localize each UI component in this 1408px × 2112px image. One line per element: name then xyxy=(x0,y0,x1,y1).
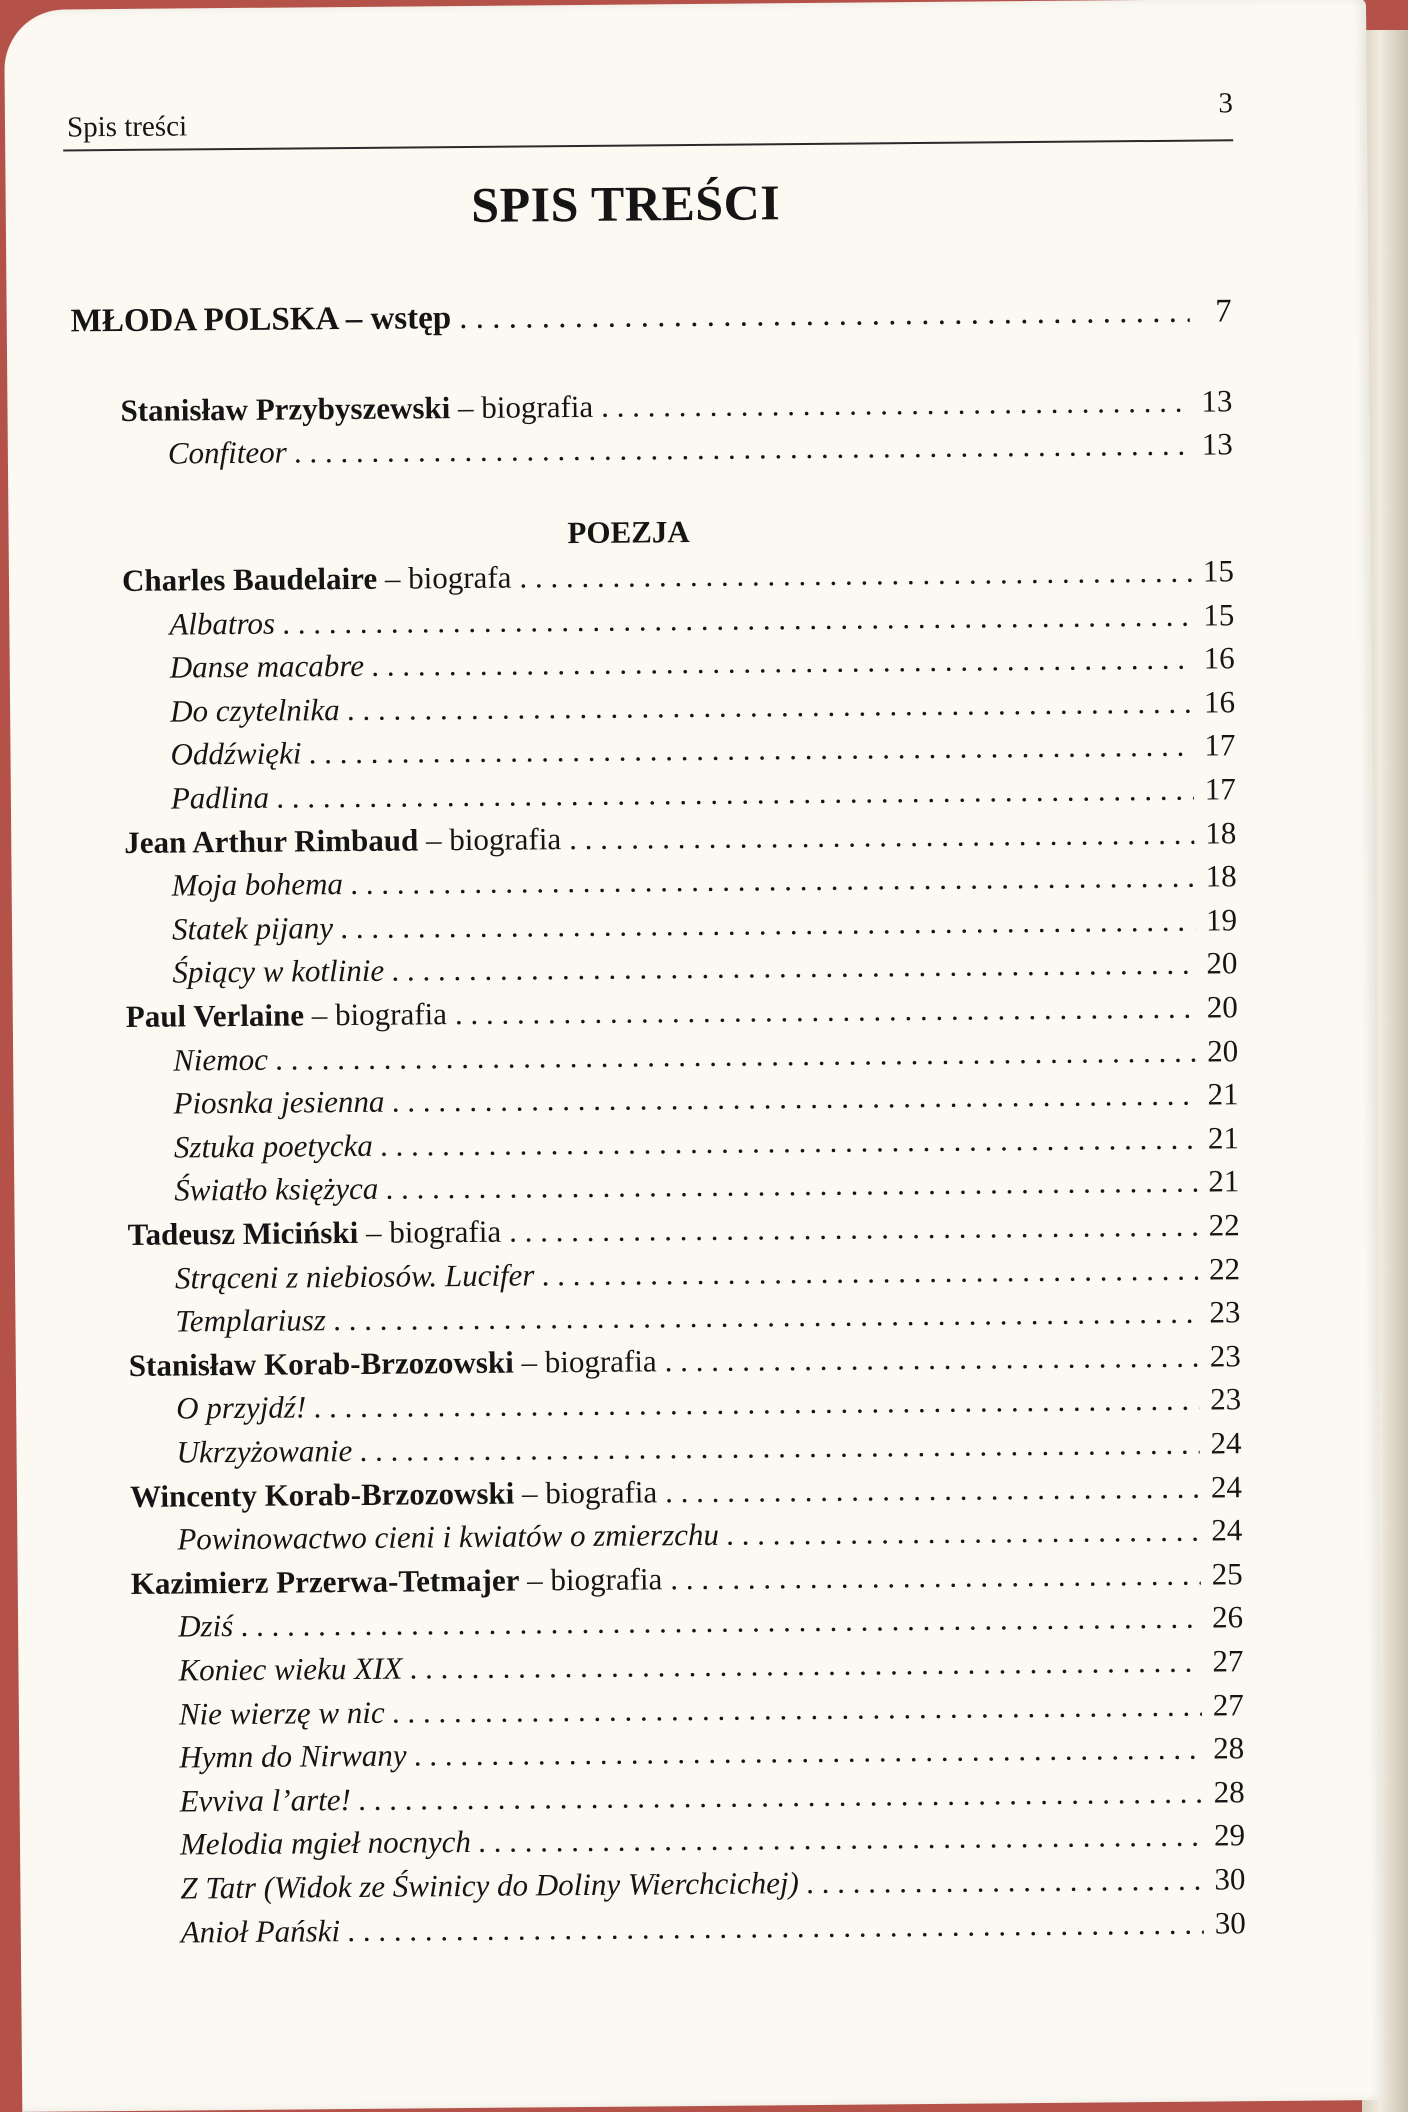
toc-entry-poem xyxy=(179,1685,1244,1734)
author-suffix: – biografia xyxy=(303,996,448,1033)
dot-leader xyxy=(360,1424,1200,1471)
toc-entry-author xyxy=(124,813,1236,863)
poem-title: Danse macabre xyxy=(169,647,365,685)
toc-entry-poem xyxy=(170,638,1235,687)
poem-title: Strąceni z niebiosów. Lucifer xyxy=(174,1257,535,1296)
author-name: Stanisław Korab-Brzozowski xyxy=(128,1344,514,1383)
page-ref: 21 xyxy=(1208,1163,1240,1199)
dot-leader xyxy=(314,1380,1199,1428)
poem-title: Z Tatr (Widok ze Świnicy do Doliny Wierchcichej) xyxy=(180,1865,800,1906)
poem-title: Niemoc xyxy=(173,1041,269,1078)
toc-entry-poem xyxy=(175,1249,1240,1298)
poem-title: Hymn do Nirwany xyxy=(179,1737,407,1775)
page-ref: 7 xyxy=(1215,293,1232,330)
dot-leader xyxy=(341,901,1195,948)
dot-leader xyxy=(386,1162,1197,1209)
dot-leader xyxy=(509,1206,1198,1252)
dot-leader xyxy=(569,814,1194,859)
author-name: Tadeusz Miciński xyxy=(127,1214,359,1252)
toc-entry-author xyxy=(122,551,1234,601)
author-label xyxy=(128,1212,502,1255)
page-ref: 18 xyxy=(1205,815,1237,851)
author-suffix: – biografia xyxy=(514,1474,658,1511)
page-ref: 24 xyxy=(1211,1512,1243,1548)
page-ref: 17 xyxy=(1204,727,1236,763)
poem-title: Statek pijany xyxy=(171,910,334,947)
toc-entry-poem xyxy=(179,1728,1244,1777)
page-ref: 28 xyxy=(1213,1730,1245,1766)
dot-leader xyxy=(410,1642,1202,1689)
toc-entry-author xyxy=(130,1467,1242,1517)
poem-title: Powinowactwo cieni i kwiatów o zmierzchu xyxy=(177,1516,720,1557)
author-suffix: – biografia xyxy=(450,388,594,426)
dot-leader xyxy=(664,1337,1199,1382)
dot-leader xyxy=(381,1119,1197,1166)
page-ref: 19 xyxy=(1205,902,1238,938)
author-name: Wincenty Korab-Brzozowski xyxy=(129,1475,515,1514)
toc-entry-poem xyxy=(180,1859,1245,1908)
page-ref: 20 xyxy=(1206,1033,1239,1069)
toc-entry-author xyxy=(126,987,1238,1037)
toc-entry-poem xyxy=(170,682,1235,731)
dot-leader xyxy=(372,639,1193,686)
author-name: Charles Baudelaire xyxy=(121,560,378,598)
dot-leader xyxy=(241,1598,1201,1646)
table-of-contents xyxy=(4,0,1384,2112)
poem-title: Do czytelnika xyxy=(169,692,340,729)
dot-leader xyxy=(542,1250,1198,1296)
dot-leader xyxy=(276,1032,1197,1080)
toc-entry-poem xyxy=(174,1161,1239,1210)
poem-title: Anioł Pański xyxy=(180,1913,341,1950)
dot-leader xyxy=(601,382,1191,427)
page-ref: 20 xyxy=(1206,989,1238,1025)
page-ref: 30 xyxy=(1214,1861,1246,1897)
author-label xyxy=(131,1559,663,1604)
toc-entry-poem xyxy=(171,856,1236,905)
page-ref: 23 xyxy=(1209,1338,1241,1374)
toc-entry-poem xyxy=(176,1423,1241,1472)
poem-title: Piosnka jesienna xyxy=(173,1083,385,1121)
author-label xyxy=(126,994,447,1037)
dot-leader xyxy=(807,1860,1204,1903)
book-page xyxy=(4,0,1384,2112)
page-ref: 16 xyxy=(1203,684,1236,720)
page-number: 3 xyxy=(1218,87,1234,120)
dot-leader xyxy=(727,1511,1201,1555)
author-name: Jean Arthur Rimbaud xyxy=(124,822,419,860)
poem-title: Oddźwięki xyxy=(170,735,302,772)
dot-leader xyxy=(392,944,1196,991)
page-ref: 22 xyxy=(1208,1207,1240,1243)
page-ref: 15 xyxy=(1203,597,1235,633)
page-ref: 13 xyxy=(1201,383,1233,419)
author-label xyxy=(122,558,512,601)
page-ref: 25 xyxy=(1211,1556,1243,1592)
toc-entry-poem xyxy=(179,1772,1244,1821)
toc-entry-poem xyxy=(180,1815,1245,1864)
toc-entry-poem xyxy=(178,1641,1243,1690)
page-ref: 27 xyxy=(1212,1687,1244,1723)
page-ref: 18 xyxy=(1205,858,1237,894)
page-title: SPIS TREŚCI xyxy=(471,174,781,233)
author-suffix: – biografia xyxy=(513,1343,657,1380)
toc-entry-poem xyxy=(172,900,1237,949)
toc-entry-intro xyxy=(71,291,1232,341)
toc-entry-poem xyxy=(178,1597,1243,1646)
poem-title: Koniec wieku XIX xyxy=(178,1650,403,1688)
author-label xyxy=(129,1341,657,1386)
page-ref: 27 xyxy=(1212,1643,1244,1679)
poem-title: Templariusz xyxy=(175,1302,327,1339)
author-name: Stanisław Przybyszewski xyxy=(120,390,451,428)
dot-leader xyxy=(334,1293,1199,1341)
poem-title: Melodia mgieł nocnych xyxy=(179,1823,472,1862)
dot-leader xyxy=(392,1075,1196,1122)
page-ref: 22 xyxy=(1208,1251,1241,1287)
toc-entry-author xyxy=(129,1336,1241,1386)
dot-leader xyxy=(295,425,1191,473)
toc-entry-poem xyxy=(177,1510,1242,1559)
toc-entry-poem xyxy=(172,943,1237,992)
dot-leader xyxy=(348,683,1194,730)
toc-entry-author xyxy=(128,1205,1240,1255)
page-ref: 24 xyxy=(1210,1425,1242,1461)
poem-title: Sztuka poetycka xyxy=(173,1127,373,1165)
toc-entry-author xyxy=(120,381,1232,431)
poem-title: Światło księżyca xyxy=(174,1170,379,1208)
author-name: Paul Verlaine xyxy=(125,997,305,1034)
page-ref: 23 xyxy=(1210,1381,1242,1417)
page-ref: 21 xyxy=(1207,1120,1240,1156)
intro-label: MŁODA POLSKA – wstęp xyxy=(70,300,452,340)
page-ref: 30 xyxy=(1214,1905,1246,1941)
poem-title: Nie wierzę w nic xyxy=(178,1694,385,1732)
toc-entry-poem xyxy=(173,1031,1238,1080)
page-ref: 26 xyxy=(1211,1599,1244,1635)
dot-leader xyxy=(309,726,1193,774)
author-suffix: – biografia xyxy=(519,1561,663,1598)
running-title: Spis treści xyxy=(66,110,188,144)
page-ref: 17 xyxy=(1204,771,1236,807)
author-label xyxy=(124,819,561,863)
page-ref: 28 xyxy=(1213,1774,1245,1810)
poem-title: Moja bohema xyxy=(171,866,344,903)
toc-entry-poem xyxy=(176,1379,1241,1428)
poem-title: Padlina xyxy=(170,779,270,816)
dot-leader xyxy=(414,1729,1202,1776)
toc-entry-poem xyxy=(174,1118,1239,1167)
dot-leader xyxy=(665,1468,1200,1513)
dot-leader xyxy=(277,770,1194,818)
poem-title: Dziś xyxy=(177,1608,234,1644)
poem-title: Evviva l’arte! xyxy=(179,1782,352,1819)
page-ref: 29 xyxy=(1213,1817,1246,1853)
poem-title: Ukrzyżowanie xyxy=(176,1433,353,1470)
page-ref: 16 xyxy=(1203,640,1235,676)
author-name: Kazimierz Przerwa-Tetmajer xyxy=(130,1562,520,1601)
toc-entry-poem xyxy=(169,595,1234,644)
toc-entry-poem xyxy=(171,769,1236,818)
page-ref: 20 xyxy=(1206,945,1238,981)
dot-leader xyxy=(348,1904,1204,1951)
author-suffix: – biografia xyxy=(418,821,562,858)
author-suffix: – biografa xyxy=(377,559,512,596)
page-ref: 13 xyxy=(1201,426,1233,462)
author-label xyxy=(120,387,593,431)
page-ref: 21 xyxy=(1207,1076,1239,1112)
dot-leader xyxy=(392,1686,1202,1733)
dot-leader xyxy=(351,857,1195,904)
author-label xyxy=(130,1472,658,1517)
dot-leader xyxy=(359,1773,1203,1820)
page-ref: 15 xyxy=(1202,553,1235,589)
toc-entry-poem xyxy=(170,725,1235,774)
toc-entry-poem xyxy=(168,424,1233,473)
poem-title: Albatros xyxy=(169,605,276,642)
dot-leader xyxy=(459,292,1190,338)
dot-leader xyxy=(283,596,1193,644)
dot-leader xyxy=(455,988,1196,1034)
toc-entry-poem xyxy=(181,1903,1246,1952)
dot-leader xyxy=(519,552,1192,598)
toc-entry-poem xyxy=(173,1074,1238,1123)
poem-title: Confiteor xyxy=(167,434,287,471)
poem-title: Śpiący w kotlinie xyxy=(172,952,385,990)
section-heading-poezja: POEZJA xyxy=(567,514,690,551)
page-ref: 23 xyxy=(1209,1294,1241,1330)
toc-entry-author xyxy=(131,1554,1243,1604)
dot-leader xyxy=(479,1816,1203,1862)
page-ref: 24 xyxy=(1210,1469,1243,1505)
author-suffix: – biografia xyxy=(358,1213,502,1250)
poem-title: O przyjdź! xyxy=(176,1389,307,1426)
toc-entry-poem xyxy=(175,1292,1240,1341)
dot-leader xyxy=(670,1555,1201,1600)
